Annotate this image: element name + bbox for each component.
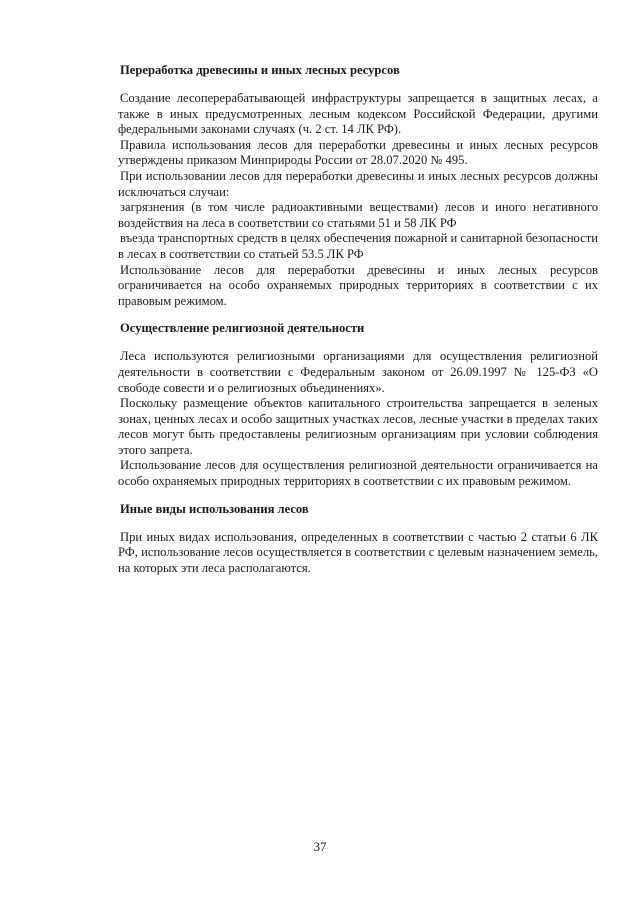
paragraph: Правила использования лесов для переработки древесины и иных лесных ресурсов утверждены приказом Минприроды России от 28.07.2020 № 495. [118,137,598,168]
paragraph: При использовании лесов для переработки древесины и иных лесных ресурсов должны исключаться случаи: [118,168,598,199]
section-religious-activity [118,320,598,489]
section-heading: Осуществление религиозной деятельности [120,321,365,336]
list-item: въезда транспортных средств в целях обеспечения пожарной и санитарной безопасности в лесах в соответствии со статьей 53.5 ЛК РФ [118,231,598,261]
section-heading: Иные виды использования лесов [120,501,309,516]
page-content [118,62,598,576]
paragraph: При иных видах использования, определенных в соответствии с частью 2 статьи 6 ЛК РФ, использование лесов осуществляется в соответствии с целевым назначением земель, на которых эти леса располагаются. [118,529,598,575]
section-heading: Переработка древесины и иных лесных ресурсов [120,63,400,77]
section-other-uses [118,501,598,577]
page-number: 37 [313,839,327,854]
section-wood-processing [118,62,598,309]
list-item: загрязнения (в том числе радиоактивными веществами) лесов и иного негативного воздействия на леса в соответствии со статьями 51 и 58 ЛК РФ [118,200,598,230]
paragraph: Леса используются религиозными организациями для осуществления религиозной деятельности в соответствии с Федеральным законом от 26.09.1997 № 125-ФЗ «О свободе совести и о религиозных объединениях». [118,349,598,395]
paragraph: Использование лесов для осуществления религиозной деятельности ограничивается на особо охраняемых природных территориях в соответствии с их правовым режимом. [118,458,598,489]
paragraph: Поскольку размещение объектов капитального строительства запрещается в зеленых зонах, ценных лесах и особо защитных участках лесов, лесные участки в пределах таких лесов могут быть предоставлены религиозным организациям при условии соблюдения этого запрета. [118,396,598,457]
paragraph: Создание лесоперерабатывающей инфраструктуры запрещается в защитных лесах, а также в иных предусмотренных лесным кодексом Российской Федерации, другими федеральными законами случаях (ч. 2 ст. 14 ЛК РФ). [118,91,598,137]
paragraph: Использование лесов для переработки древесины и иных лесных ресурсов ограничивается на особо охраняемых природных территориях в соответствии с их правовым режимом. [118,262,598,308]
